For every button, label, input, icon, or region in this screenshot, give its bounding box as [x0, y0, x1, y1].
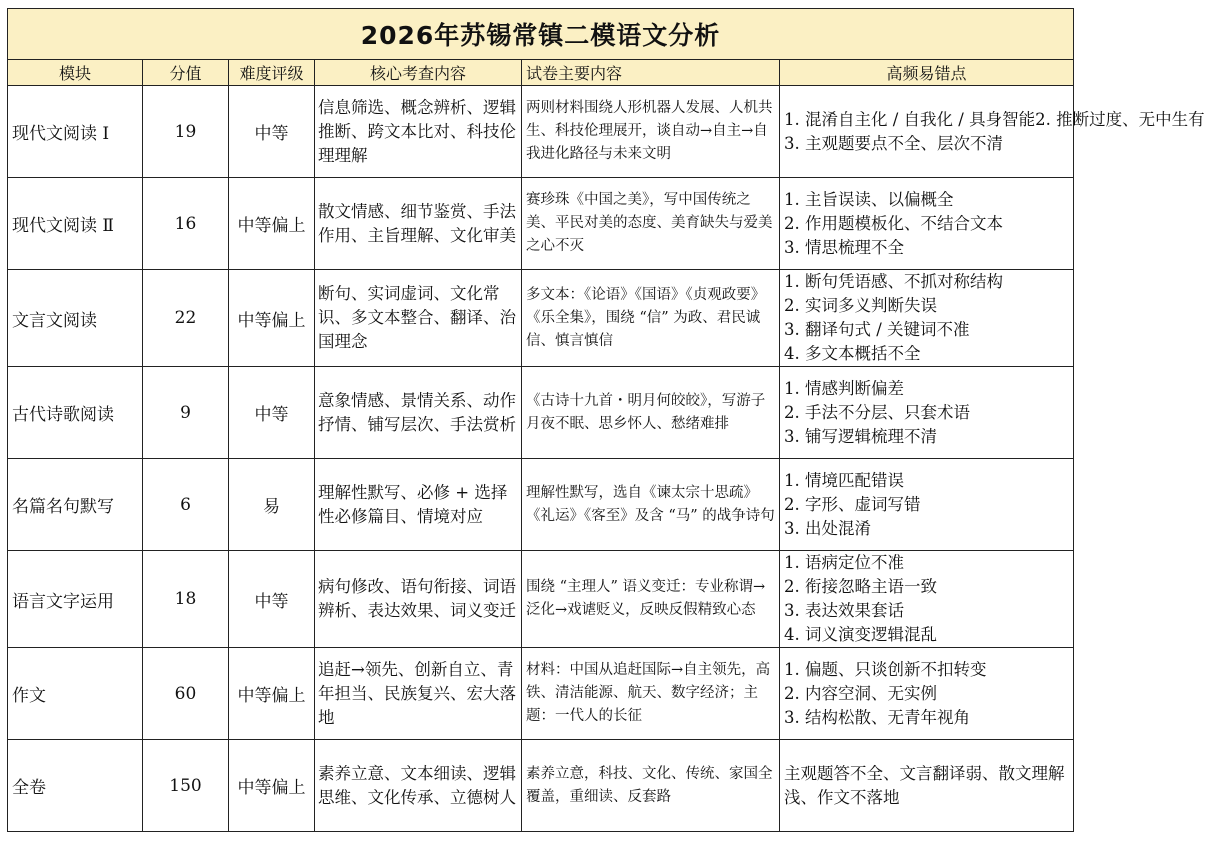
score-cell: 16 [143, 178, 229, 270]
level-cell: 中等 [229, 367, 315, 459]
error-point: 1. 语病定位不准 [784, 553, 904, 572]
core-content-cell: 信息筛选、概念辨析、逻辑推断、跨文本比对、科技伦理理解 [315, 86, 522, 178]
error-point: 1. 偏题、只谈创新不扣转变 [784, 659, 987, 679]
module-cell: 名篇名句默写 [8, 459, 143, 551]
error-point: 3. 铺写逻辑梳理不清 [784, 426, 937, 446]
paper-content-cell: 理解性默写，选自《谏太宗十思疏》《礼运》《客至》及含 “马” 的战争诗句 [522, 459, 780, 551]
table-row [8, 740, 1074, 832]
core-content-cell: 素养立意、文本细读、逻辑思维、文化传承、立德树人 [315, 740, 522, 832]
level-cell: 中等偏上 [229, 740, 315, 832]
core-content-cell: 散文情感、细节鉴赏、手法作用、主旨理解、文化审美 [315, 178, 522, 270]
score-cell: 60 [143, 648, 229, 740]
module-cell: 文言文阅读 [8, 270, 143, 367]
paper-content-cell: 素养立意，科技、文化、传统、家国全覆盖，重细读、反套路 [522, 740, 780, 832]
error-point: 1. 主旨误读、以偏概全 [784, 189, 954, 209]
header-row [8, 60, 1074, 86]
header-core: 核心考查内容 [315, 60, 522, 86]
score-cell: 19 [143, 86, 229, 178]
error-point: 2. 手法不分层、只套术语 [784, 402, 970, 422]
table-row [8, 178, 1074, 270]
error-point: 1. 混淆自主化 / 自我化 / 具身智能2. 推断过度、无中生有 [784, 109, 1205, 129]
table-row [8, 648, 1074, 740]
error-point: 主观题答不全、文言翻译弱、散文理解浅、作文不落地 [784, 763, 1065, 807]
error-point: 2. 衔接忽略主语一致 [784, 577, 937, 596]
header-errors: 高频易错点 [780, 60, 1074, 86]
table-row [8, 367, 1074, 459]
score-cell: 9 [143, 367, 229, 459]
module-cell: 作文 [8, 648, 143, 740]
errors-cell [780, 551, 1074, 648]
error-point: 3. 情思梳理不全 [784, 237, 904, 257]
module-cell: 全卷 [8, 740, 143, 832]
errors-cell [780, 648, 1074, 740]
table-row [8, 459, 1074, 551]
error-point: 2. 实词多义判断失误 [784, 296, 937, 315]
errors-cell [780, 178, 1074, 270]
analysis-table [7, 8, 1205, 832]
errors-cell [780, 459, 1074, 551]
module-cell: 语言文字运用 [8, 551, 143, 648]
error-point: 1. 情感判断偏差 [784, 378, 904, 398]
score-cell: 6 [143, 459, 229, 551]
score-cell: 22 [143, 270, 229, 367]
error-point: 2. 内容空洞、无实例 [784, 683, 937, 703]
core-content-cell: 理解性默写、必修 + 选择性必修篇目、情境对应 [315, 459, 522, 551]
paper-content-cell: 材料：中国从追赶国际→自主领先，高铁、清洁能源、航天、数字经济；主题：一代人的长征 [522, 648, 780, 740]
error-point: 3. 出处混淆 [784, 518, 871, 538]
paper-content-cell: 两则材料围绕人形机器人发展、人机共生、科技伦理展开，谈自动→自主→自我进化路径与未来文明 [522, 86, 780, 178]
score-cell: 150 [143, 740, 229, 832]
paper-content-cell: 多文本：《论语》《国语》《贞观政要》《乐全集》，围绕 “信” 为政、君民诚信、慎言慎信 [522, 270, 780, 367]
level-cell: 中等偏上 [229, 178, 315, 270]
core-content-cell: 追赶→领先、创新自立、青年担当、民族复兴、宏大落地 [315, 648, 522, 740]
core-content-cell: 断句、实词虚词、文化常识、多文本整合、翻译、治国理念 [315, 270, 522, 367]
error-point: 4. 多文本概括不全 [784, 344, 921, 363]
paper-content-cell: 围绕 “主理人” 语义变迁：专业称谓→泛化→戏谑贬义，反映反假精致心态 [522, 551, 780, 648]
error-point: 3. 结构松散、无青年视角 [784, 707, 970, 727]
level-cell: 中等 [229, 86, 315, 178]
header-score: 分值 [143, 60, 229, 86]
error-point: 4. 词义演变逻辑混乱 [784, 625, 937, 644]
errors-cell [780, 740, 1074, 832]
errors-cell [780, 367, 1074, 459]
header-module: 模块 [8, 60, 143, 86]
table-row [8, 86, 1074, 178]
level-cell: 中等偏上 [229, 270, 315, 367]
module-cell: 古代诗歌阅读 [8, 367, 143, 459]
core-content-cell: 病句修改、语句衔接、词语辨析、表达效果、词义变迁 [315, 551, 522, 648]
score-cell: 18 [143, 551, 229, 648]
table-row [8, 551, 1074, 648]
error-point: 1. 情境匹配错误 [784, 470, 904, 490]
errors-cell [780, 270, 1074, 367]
page-title: 2026年苏锡常镇二模语文分析 [8, 9, 1074, 60]
level-cell: 中等 [229, 551, 315, 648]
error-point: 2. 作用题模板化、不结合文本 [784, 213, 1003, 233]
table-row [8, 270, 1074, 367]
error-point: 1. 断句凭语感、不抓对称结构 [784, 272, 1003, 291]
error-point: 2. 字形、虚词写错 [784, 494, 921, 514]
paper-content-cell: 《古诗十九首・明月何皎皎》，写游子月夜不眠、思乡怀人、愁绪难排 [522, 367, 780, 459]
paper-content-cell: 赛珍珠《中国之美》，写中国传统之美、平民对美的态度、美育缺失与爱美之心不灭 [522, 178, 780, 270]
core-content-cell: 意象情感、景情关系、动作抒情、铺写层次、手法赏析 [315, 367, 522, 459]
error-point: 3. 主观题要点不全、层次不清 [784, 133, 1003, 153]
header-paper: 试卷主要内容 [522, 60, 780, 86]
module-cell: 现代文阅读 Ⅰ [8, 86, 143, 178]
error-point: 3. 表达效果套话 [784, 601, 904, 620]
errors-cell [780, 86, 1205, 178]
level-cell: 中等偏上 [229, 648, 315, 740]
header-level: 难度评级 [229, 60, 315, 86]
error-point: 3. 翻译句式 / 关键词不准 [784, 320, 970, 339]
module-cell: 现代文阅读 Ⅱ [8, 178, 143, 270]
level-cell: 易 [229, 459, 315, 551]
